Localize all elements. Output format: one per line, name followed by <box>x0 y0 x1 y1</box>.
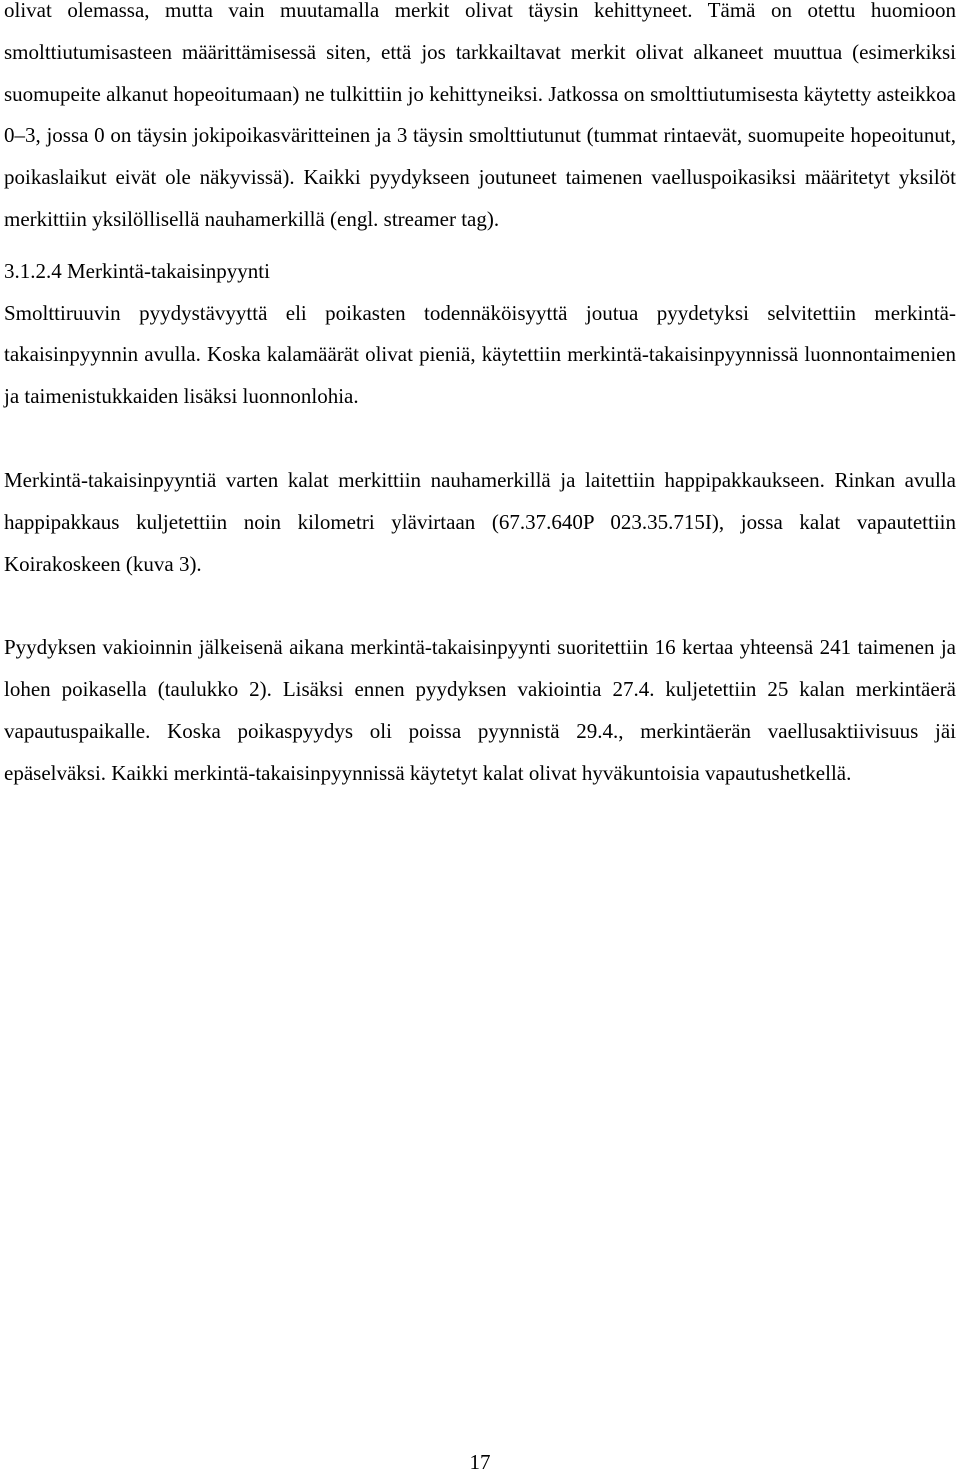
body-paragraph: Pyydyksen vakioinnin jälkeisenä aikana merkintä-takaisinpyynti suoritettiin 16 kertaa yhteensä 241 taimenen ja lohen poikasella (taulukko 2). Lisäksi ennen pyydyksen vakiointia 27.4. kuljetettiin 25 kalan merkintäerä vapautuspaikalle. Koska poikaspyydys oli poissa pyynnistä 29.4., merkintäerän vaellusaktiivisuus jäi epäselväksi. Kaikki merkintä-takaisinpyynnissä käytetyt kalat olivat hyväkuntoisia vapautushetkellä. <box>4 635 956 785</box>
body-paragraph: Smolttiruuvin pyydystävyyttä eli poikasten todennäköisyyttä joutua pyydetyksi selvitettiin merkintä-takaisinpyynnin avulla. Koska kalamäärät olivat pieniä, käytettiin merkintä-takaisinpyynnissä luonnontaimenien ja taimenistukkaiden lisäksi luonnonlohia. <box>4 300 956 409</box>
body-paragraph: Merkintä-takaisinpyyntiä varten kalat merkittiin nauhamerkillä ja laitettiin happipakkaukseen. Rinkan avulla happipakkaus kuljetettiin noin kilometri ylävirtaan (67.37.640P 023.35.715I), jossa kalat vapautettiin Koirakoskeen (kuva 3). <box>4 467 956 576</box>
section-heading: 3.1.2.4 Merkintä-takaisinpyynti <box>4 258 270 283</box>
body-paragraph: olivat olemassa, mutta vain muutamalla merkit olivat täysin kehittyneet. Tämä on otettu huomioon smolttiutumisasteen määrittämisessä siten, että jos tarkkailtavat merkit olivat alkaneet muuttua (esimerkiksi suomupeite alkanut hopeoitumaan) ne tulkittiin jo kehittyneiksi. Jatkossa on smolttiutumisesta käytetty asteikkoa 0–3, jossa 0 on täysin jokipoikasväritteinen ja 3 täysin smolttiutunut (tummat rintaevät, suomupeite hopeoitunut, poikaslaikut eivät ole näkyvissä). Kaikki pyydykseen joutuneet taimenen vaelluspoikasiksi määritetyt yksilöt merkittiin yksilöllisellä nauhamerkillä (engl. streamer tag). <box>4 0 956 231</box>
page-number: 17 <box>469 1450 491 1474</box>
document-page <box>4 0 956 795</box>
